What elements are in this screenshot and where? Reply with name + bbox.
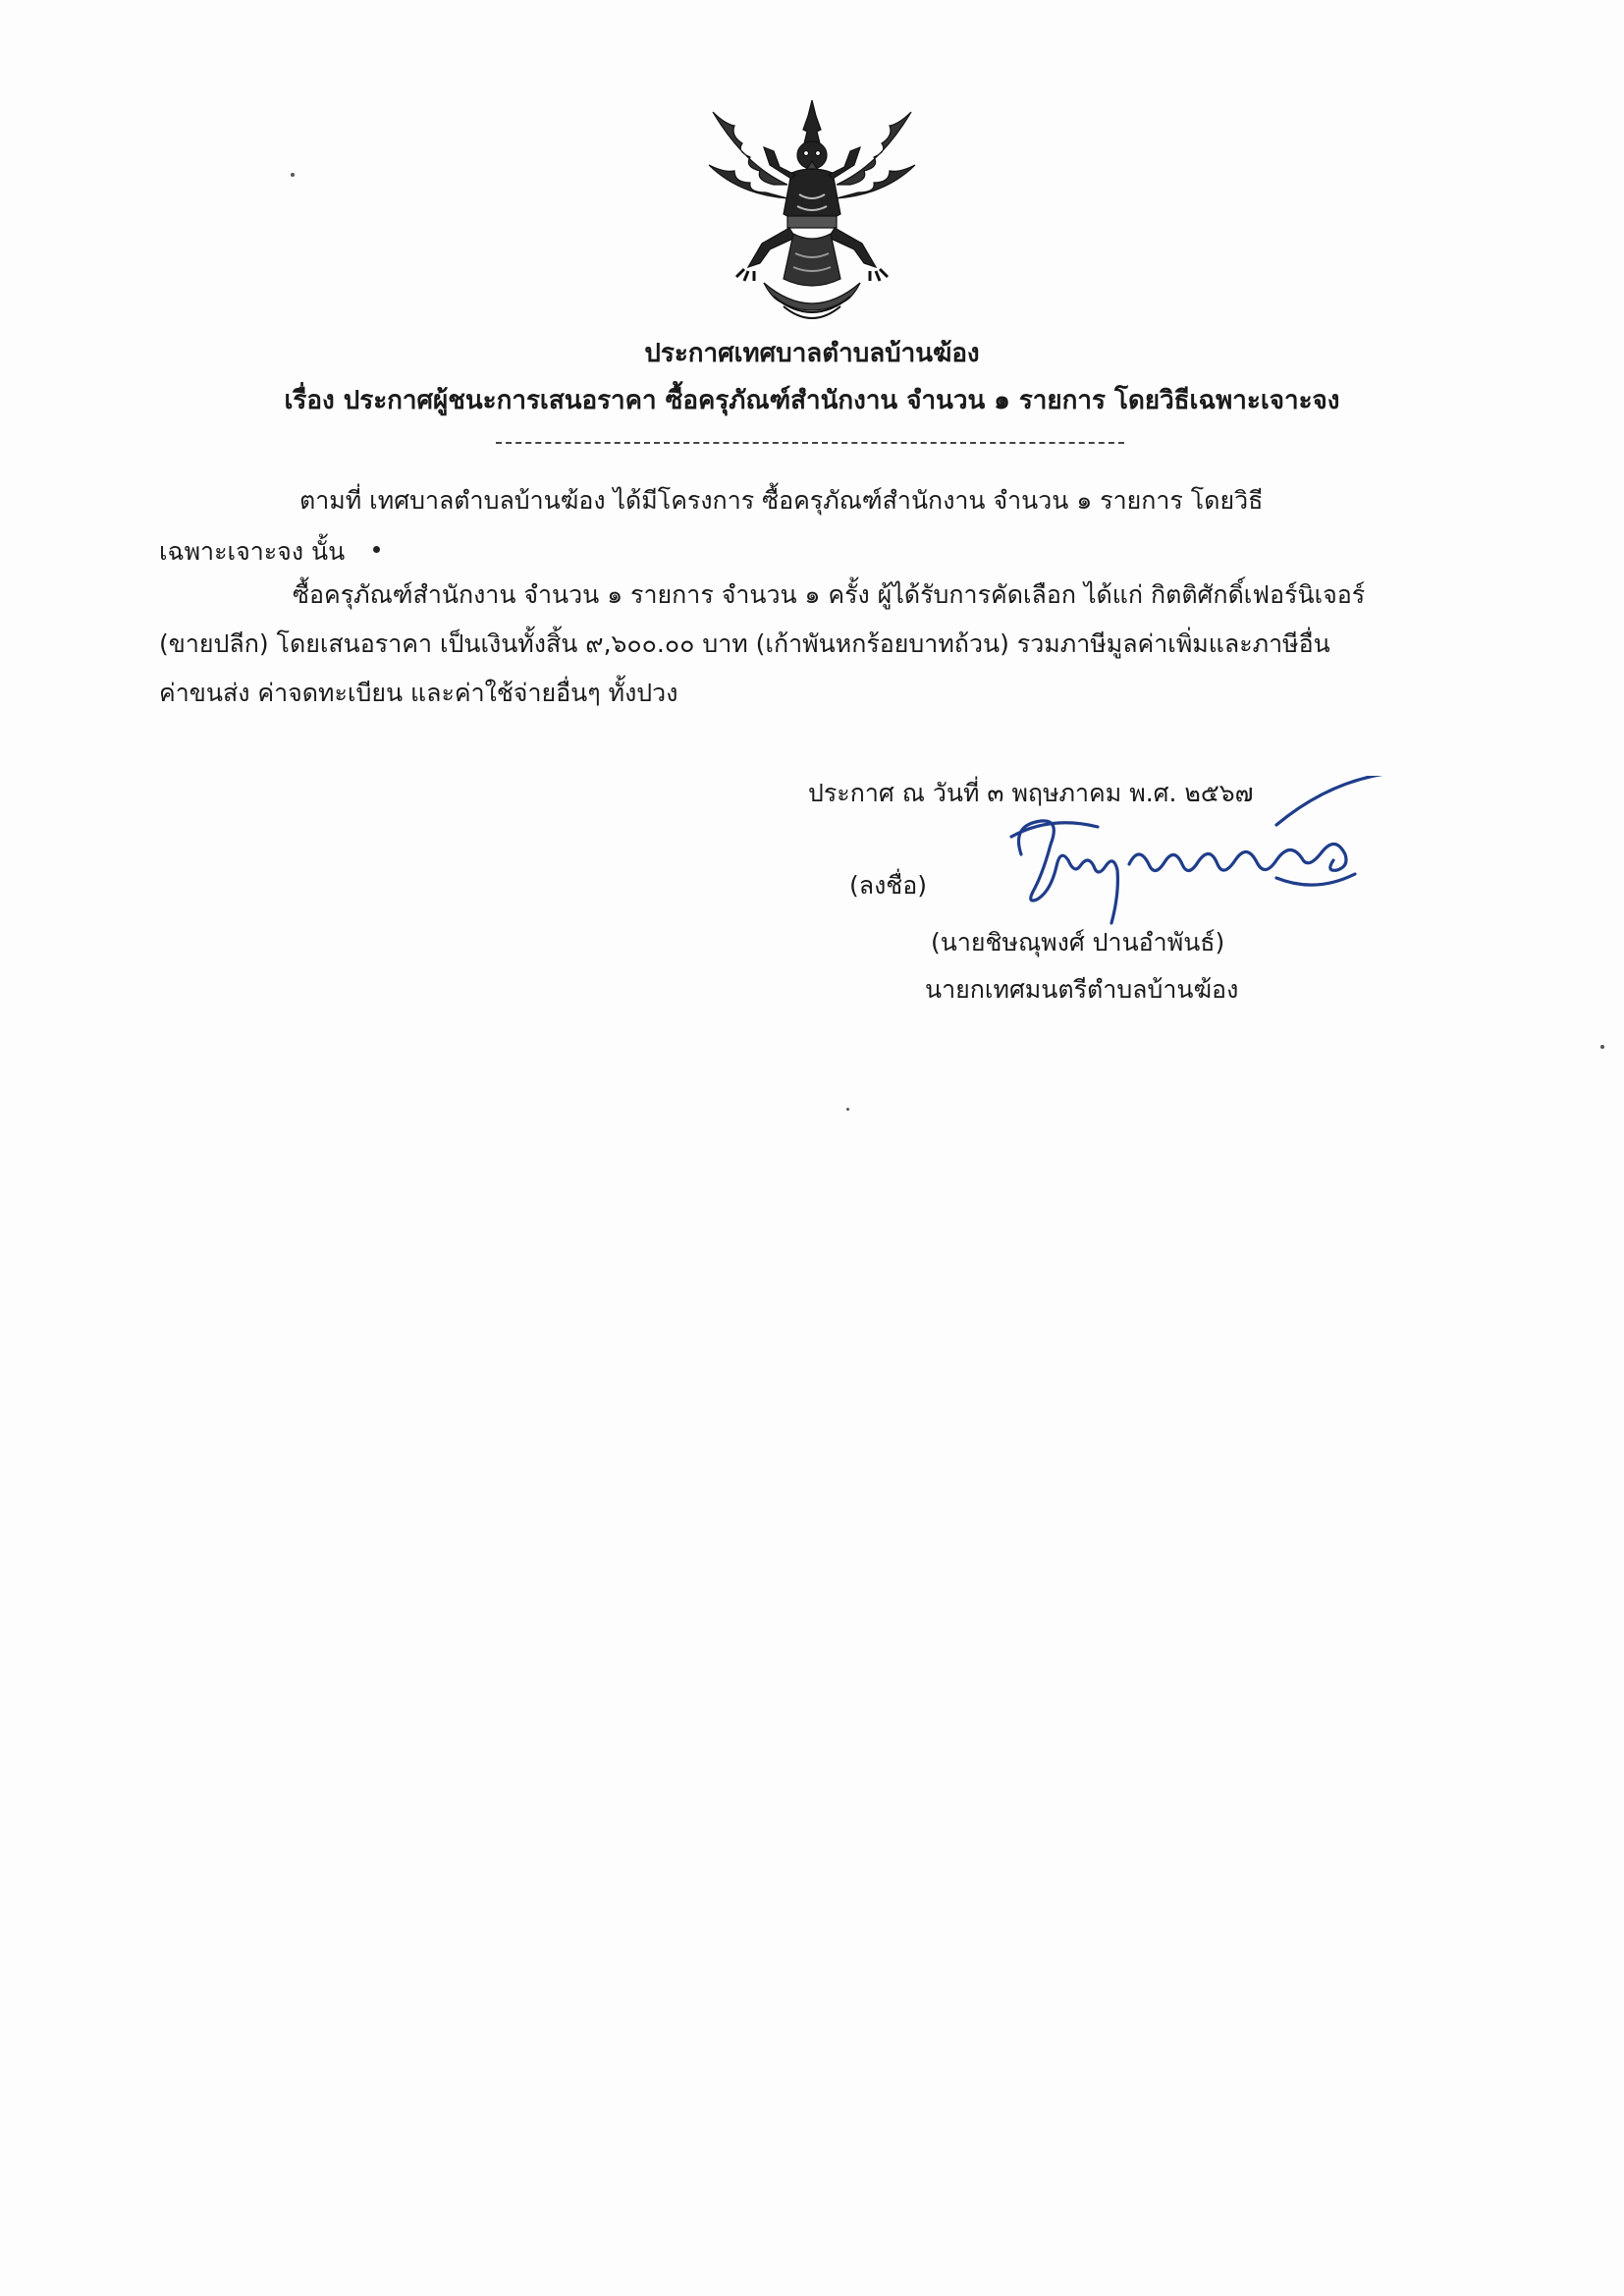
heading-divider [496, 442, 1124, 444]
paragraph-2-line-3: ค่าขนส่ง ค่าจดทะเบียน และค่าใช้จ่ายอื่นๆ ทั้งปวง [159, 679, 678, 707]
handwritten-signature [982, 776, 1414, 933]
paragraph-2-line-2: (ขายปลีก) โดยเสนอราคา เป็นเงินทั้งสิ้น ๙,๖๐๐.๐๐ บาท (เก้าพันหกร้อยบาทถ้วน) รวมภาษีมูลค่าเพิ่มและภาษีอื่น [159, 629, 1330, 658]
signer-title: นายกเทศมนตรีตำบลบ้านฆ้อง [925, 975, 1239, 1004]
sign-label: (ลงชื่อ) [849, 871, 928, 900]
garuda-emblem-icon [705, 96, 919, 324]
announcement-date: ประกาศ ณ วันที่ ๓ พฤษภาคม พ.ศ. ๒๕๖๗ [808, 779, 1254, 807]
scan-speck [1600, 1045, 1604, 1049]
signer-name: (นายชิษณุพงศ์ ปานอำพันธ์) [931, 928, 1225, 957]
scan-speck [373, 546, 380, 553]
paragraph-1-line-1: ตามที่ เทศบาลตำบลบ้านฆ้อง ได้มีโครงการ ซื้อครุภัณฑ์สำนักงาน จำนวน ๑ รายการ โดยวิธี [299, 486, 1264, 515]
paragraph-2-line-1: ซื้อครุภัณฑ์สำนักงาน จำนวน ๑ รายการ จำนวน ๑ ครั้ง ผู้ได้รับการคัดเลือก ได้แก่ กิตติศักดิ์เฟอร์นิเจอร์ [293, 580, 1366, 609]
paragraph-1-line-2: เฉพาะเจาะจง นั้น [159, 537, 346, 566]
scan-speck [846, 1108, 849, 1111]
scan-speck [291, 173, 295, 177]
announcement-issuer-heading: ประกาศเทศบาลตำบลบ้านฆ้อง [644, 339, 980, 368]
announcement-subject-heading: เรื่อง ประกาศผู้ชนะการเสนอราคา ซื้อครุภัณฑ์สำนักงาน จำนวน ๑ รายการ โดยวิธีเฉพาะเจาะจง [284, 386, 1340, 415]
